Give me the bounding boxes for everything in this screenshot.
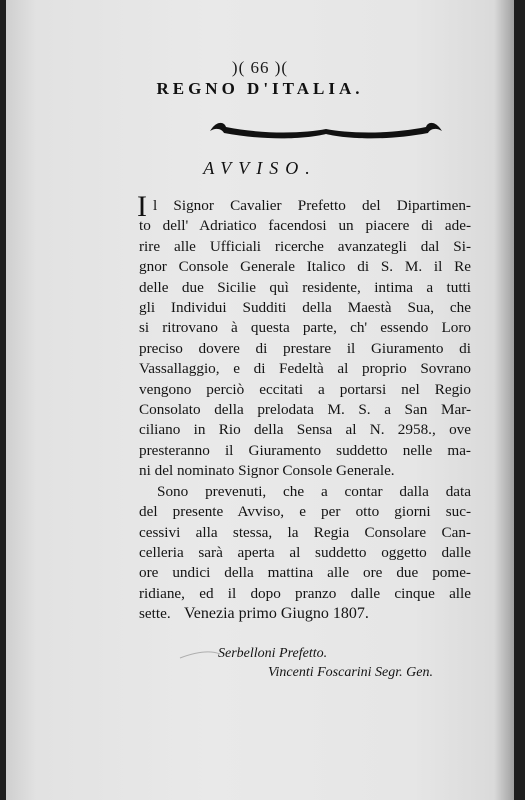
page-number: )( 66 )( <box>231 58 289 77</box>
paragraph-2 <box>139 482 471 625</box>
notice-body <box>137 190 471 625</box>
document-header: REGNO D'ITALIA. <box>156 79 364 98</box>
text-line: celleria sarà aperta al suddetto oggetto dalle <box>139 543 471 561</box>
text-line: ni del nominato Signor Console Generale. <box>139 462 395 480</box>
text-line: si ritrovano à questa parte, ch' essendo Loro <box>139 319 471 337</box>
text-line: Vassallaggio, e di Fedeltà al proprio Sovrano <box>139 360 471 378</box>
prefect-signature: Serbelloni Prefetto. <box>218 646 328 661</box>
text-line: delle due Sicilie quì residente, intima a tutti <box>139 278 471 296</box>
secretary-signature: Vincenti Foscarini Segr. Gen. <box>268 665 433 680</box>
drop-cap: I <box>137 190 147 223</box>
text-line: ciliano in Rio della Sensa al N. 2958., ove <box>139 421 471 439</box>
date-line: Venezia primo Giugno 1807. <box>184 605 369 622</box>
text-line: sette. <box>139 605 171 623</box>
text-line-content: l Signor Cavalier Prefetto del Dipartimen- <box>153 197 471 214</box>
text-line: gnor Console Generale Italico di S. M. il Re <box>139 258 471 276</box>
text-line: to dell' Adriatico facendosi un piacere di ade- <box>139 217 471 235</box>
text-line: preciso dovere di prestare il Giuramento di <box>139 339 471 357</box>
page-edge-shadow <box>494 0 514 800</box>
text-line: Sono prevenuti, che a contar dalla data <box>157 482 471 500</box>
text-line: ore undici della mattina alle ore due pome- <box>139 564 471 582</box>
text-line: presteranno il Giuramento suddetto nelle ma- <box>139 441 471 459</box>
text-line: gli Individui Sudditi della Maestà Sua, che <box>139 299 471 317</box>
document-page <box>6 0 514 800</box>
text-line: rire alle Ufficiali ricerche avanzategli dal Si- <box>139 237 471 255</box>
text-line: ridiane, ed il dopo pranzo dalle cinque alle <box>139 584 471 602</box>
text-line <box>137 190 471 223</box>
text-line: Consolato della prelodata M. S. a San Mar- <box>139 401 471 419</box>
text-line: vengono perciò eccitati a portarsi nel Regio <box>139 380 471 398</box>
ornamental-rule <box>206 117 446 143</box>
text-line: del presente Avviso, e per otto giorni suc- <box>139 503 471 521</box>
paragraph-1 <box>137 190 471 482</box>
text-line: cessivi alla stessa, la Regia Consolare Can- <box>139 523 471 541</box>
notice-title: AVVISO. <box>203 158 317 178</box>
